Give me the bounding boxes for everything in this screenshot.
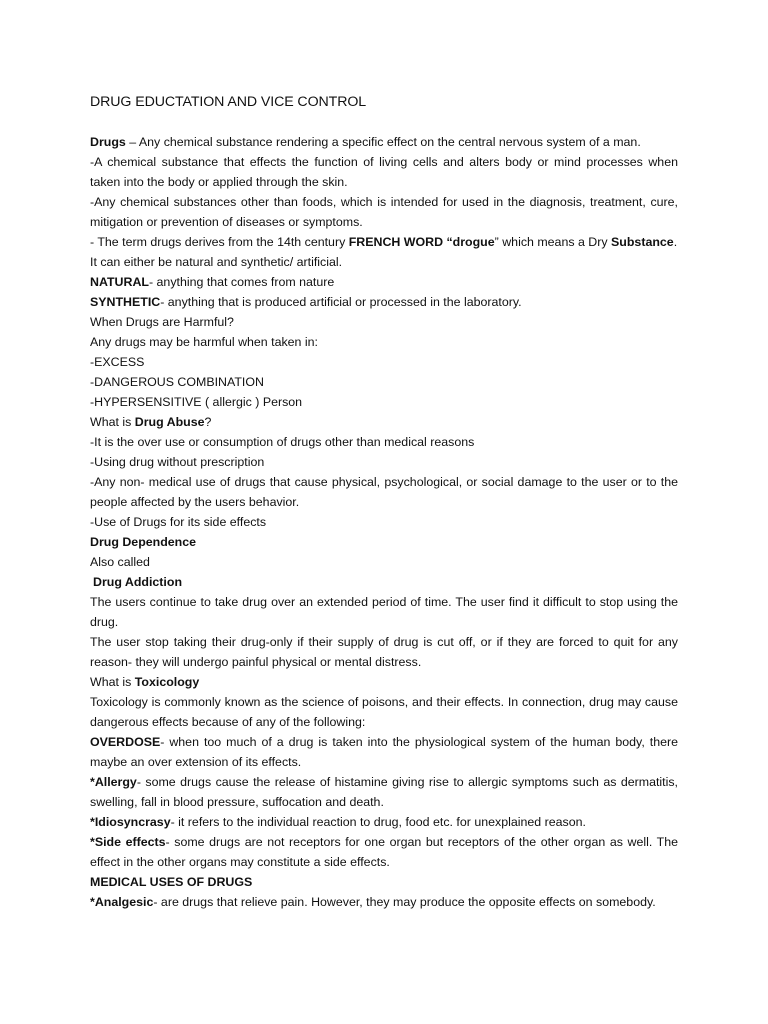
effect-allergy: *Allergy- some drugs cause the release of histamine giving rise to allergic symptoms such as dermatitis, swelling, fall in blood pressure, suffocation and death.	[90, 775, 678, 809]
harmful-intro: Any drugs may be harmful when taken in:	[90, 335, 318, 349]
effect-side-effects: *Side effects- some drugs are not receptors for one organ but receptors of the other organ as well. The effect in the other organs may constitute a side effects.	[90, 835, 678, 869]
effect-idiosyncrasy: *Idiosyncrasy- it refers to the individual reaction to drug, food etc. for unexplained reason.	[90, 815, 586, 829]
drugs-definition-2: -A chemical substance that effects the function of living cells and alters body or mind processes when taken into the body or applied through the skin.	[90, 155, 678, 189]
dependence-heading: Drug Dependence	[90, 535, 197, 549]
abuse-item: -Use of Drugs for its side effects	[90, 515, 267, 529]
analgesic-definition: *Analgesic- are drugs that relieve pain. However, they may produce the opposite effects on somebody.	[90, 895, 656, 909]
toxicology-definition: Toxicology is commonly known as the science of poisons, and their effects. In connection, drug may cause dangerous effects because of any of the following:	[90, 695, 678, 729]
natural-definition: NATURAL- anything that comes from nature	[90, 275, 335, 289]
abuse-item: -It is the over use or consumption of drugs other than medical reasons	[90, 435, 475, 449]
also-called: Also called	[90, 555, 150, 569]
drugs-definition: Drugs – Any chemical substance rendering a specific effect on the central nervous system of a man.	[90, 135, 641, 149]
drugs-origin: - The term drugs derives from the 14th century FRENCH WORD “drogue” which means a Dry Substance. It can either be natural and synthetic/ artificial.	[90, 235, 678, 269]
harmful-item: -DANGEROUS COMBINATION	[90, 375, 264, 389]
effect-overdose: OVERDOSE- when too much of a drug is taken into the physiological system of the human body, there maybe an over extension of its effects.	[90, 735, 678, 769]
addiction-heading: Drug Addiction	[93, 575, 183, 589]
abuse-item: -Any non- medical use of drugs that cause physical, psychological, or social damage to the user or to the people affected by the users behavior.	[90, 475, 678, 509]
medical-uses-heading: MEDICAL USES OF DRUGS	[90, 875, 253, 889]
harmful-question: When Drugs are Harmful?	[90, 315, 234, 329]
synthetic-definition: SYNTHETIC- anything that is produced artificial or processed in the laboratory.	[90, 295, 522, 309]
document-page	[90, 92, 678, 912]
document-title: DRUG EDUCTATION AND VICE CONTROL	[90, 94, 367, 110]
drugs-definition-3: -Any chemical substances other than foods, which is intended for used in the diagnosis, treatment, cure, mitigation or prevention of diseases or symptoms.	[90, 195, 678, 229]
harmful-item: -EXCESS	[90, 355, 145, 369]
abuse-question: What is Drug Abuse?	[90, 415, 212, 429]
drugs-term: Drugs	[90, 135, 126, 149]
abuse-item: -Using drug without prescription	[90, 455, 265, 469]
addiction-paragraph-2: The user stop taking their drug-only if their supply of drug is cut off, or if they are forced to quit for any reason- they will undergo painful physical or mental distress.	[90, 635, 678, 669]
harmful-item: -HYPERSENSITIVE ( allergic ) Person	[90, 395, 303, 409]
addiction-paragraph-1: The users continue to take drug over an extended period of time. The user find it difficult to stop using the drug.	[90, 595, 678, 629]
toxicology-question: What is Toxicology	[90, 675, 200, 689]
